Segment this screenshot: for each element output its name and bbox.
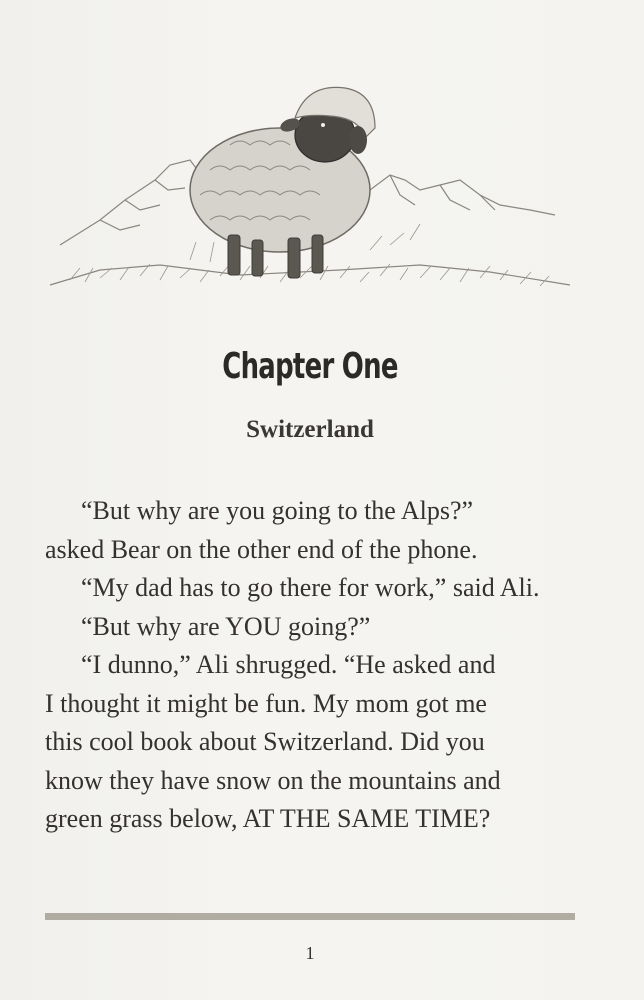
page-number: 1	[305, 943, 315, 963]
text-line: this cool book about Switzerland. Did you	[45, 727, 485, 756]
text-line: “I dunno,” Ali shrugged. “He asked and	[81, 650, 496, 679]
text-line: “My dad has to go there for work,” said Ali.	[81, 573, 540, 602]
chapter-title: Chapter One	[222, 346, 398, 387]
text-line: I thought it might be fun. My mom got me	[45, 688, 487, 718]
text-line: green grass below, AT THE SAME TIME?	[45, 804, 491, 833]
text-line: “But why are YOU going?”	[81, 611, 371, 641]
footer-divider	[45, 913, 575, 920]
text-line: “But why are you going to the Alps?”	[81, 496, 474, 525]
text-line: know they have snow on the mountains and	[45, 765, 501, 795]
chapter-body-text	[45, 492, 585, 839]
text-line: asked Bear on the other end of the phone.	[45, 534, 478, 564]
chapter-subtitle: Switzerland	[246, 416, 374, 443]
sheep-illustration	[40, 40, 580, 315]
